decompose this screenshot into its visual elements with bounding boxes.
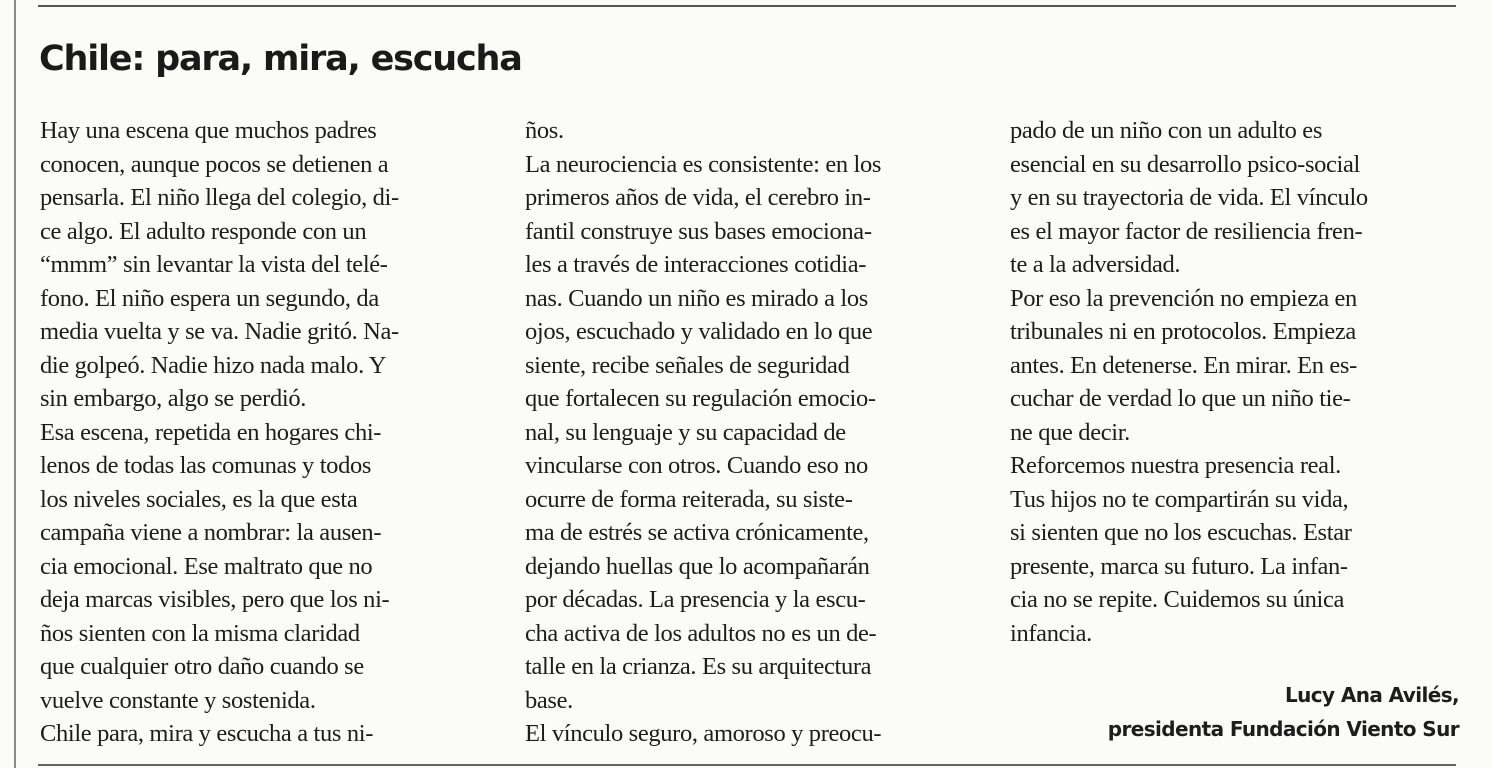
text-line: los niveles sociales, es la que esta xyxy=(40,485,358,513)
text-line: nal, su lenguaje y su capacidad de xyxy=(525,418,846,446)
text-line: die golpeó. Nadie hizo nada malo. Y xyxy=(40,351,387,379)
text-line: deja marcas visibles, pero que los ni- xyxy=(40,586,390,613)
text-line: sin embargo, algo se perdió. xyxy=(40,385,306,412)
article-column-3 xyxy=(1010,114,1460,650)
text-line: La neurociencia es consistente: en los xyxy=(525,150,882,178)
text-line: tribunales ni en protocolos. Empieza xyxy=(1010,318,1356,345)
text-line: conocen, aunque pocos se detienen a xyxy=(40,150,389,178)
text-line: fantil construye sus bases emociona- xyxy=(525,217,872,245)
text-line: Hay una escena que muchos padres xyxy=(40,117,377,144)
text-line: dejando huellas que lo acompañarán xyxy=(525,552,870,580)
text-line: vuelve constante y sostenida. xyxy=(40,686,316,714)
text-line: les a través de interacciones cotidia- xyxy=(525,251,867,278)
text-line: presente, marca su futuro. La infan- xyxy=(1010,552,1348,580)
text-line: lenos de todas las comunas y todos xyxy=(40,452,372,479)
text-line: que cualquier otro daño cuando se xyxy=(40,653,364,680)
page-left-rule xyxy=(14,0,16,768)
text-line: fono. El niño espera un segundo, da xyxy=(40,284,379,312)
text-line: ños sienten con la misma claridad xyxy=(40,619,360,647)
text-line: Esa escena, repetida en hogares chi- xyxy=(40,418,382,446)
text-line: siente, recibe señales de seguridad xyxy=(525,351,850,379)
text-line: nas. Cuando un niño es mirado a los xyxy=(525,284,868,312)
text-line: primeros años de vida, el cerebro in- xyxy=(525,184,871,211)
text-line: ños. xyxy=(525,117,564,144)
text-line: ne que decir. xyxy=(1010,418,1130,446)
text-line: vincularse con otros. Cuando eso no xyxy=(525,452,868,479)
text-line: ocurre de forma reiterada, su siste- xyxy=(525,485,853,513)
text-line: te a la adversidad. xyxy=(1010,251,1181,278)
text-line: ma de estrés se activa crónicamente, xyxy=(525,519,869,546)
text-line: media vuelta y se va. Nadie gritó. Na- xyxy=(40,318,399,345)
text-line: esencial en su desarrollo psico-social xyxy=(1010,150,1360,178)
text-line: Chile para, mira y escucha a tus ni- xyxy=(40,720,373,747)
text-line: que fortalecen su regulación emocio- xyxy=(525,385,876,412)
text-line: El vínculo seguro, amoroso y preocu- xyxy=(525,720,882,747)
text-line: campaña viene a nombrar: la ausen- xyxy=(40,519,382,546)
author-name: Lucy Ana Avilés, xyxy=(1285,683,1459,707)
author-role: presidenta Fundación Viento Sur xyxy=(1107,717,1459,741)
article-column-2 xyxy=(525,114,995,751)
text-line: Tus hijos no te compartirán su vida, xyxy=(1010,485,1349,513)
text-line: “mmm” sin levantar la vista del telé- xyxy=(40,251,388,278)
text-line: si sienten que no los escuchas. Estar xyxy=(1010,519,1352,546)
article-headline: Chile: para, mira, escucha xyxy=(39,39,522,79)
text-line: Por eso la prevención no empieza en xyxy=(1010,284,1357,312)
article-column-1 xyxy=(40,114,510,751)
text-line: talle en la crianza. Es su arquitectura xyxy=(525,653,872,680)
text-line: pensarla. El niño llega del colegio, di- xyxy=(40,184,399,211)
bottom-divider xyxy=(38,764,1456,766)
text-line: pado de un niño con un adulto es xyxy=(1010,117,1323,144)
text-line: infancia. xyxy=(1010,619,1092,647)
text-line: cuchar de verdad lo que un niño tie- xyxy=(1010,385,1351,412)
text-line: ce algo. El adulto responde con un xyxy=(40,217,367,245)
text-line: cha activa de los adultos no es un de- xyxy=(525,619,877,647)
author-signature xyxy=(1108,678,1459,746)
text-line: antes. En detenerse. En mirar. En es- xyxy=(1010,351,1357,379)
text-line: es el mayor factor de resiliencia fren- xyxy=(1010,217,1363,245)
text-line: Reforcemos nuestra presencia real. xyxy=(1010,452,1341,479)
text-line: cia emocional. Ese maltrato que no xyxy=(40,552,373,580)
top-divider xyxy=(38,5,1456,7)
text-line: por décadas. La presencia y la escu- xyxy=(525,586,866,613)
text-line: base. xyxy=(525,686,573,714)
text-line: y en su trayectoria de vida. El vínculo xyxy=(1010,184,1368,211)
text-line: ojos, escuchado y validado en lo que xyxy=(525,318,873,345)
text-line: cia no se repite. Cuidemos su única xyxy=(1010,586,1345,613)
